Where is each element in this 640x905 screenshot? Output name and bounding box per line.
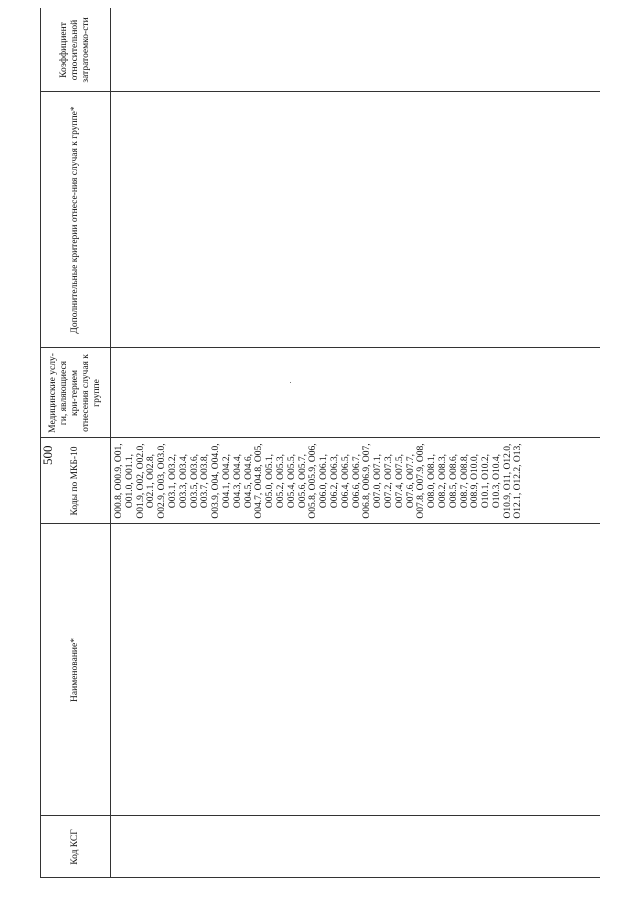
icd-code-line: O07.4, O07.5,: [394, 453, 405, 509]
icd-code-line: O07.2, O07.3,: [383, 453, 394, 509]
icd-code-line: O03.5, O03.6,: [189, 453, 200, 509]
header-code: Код КСГ: [69, 829, 80, 865]
icd-code-line: O07.0, O07.1,: [373, 453, 384, 509]
header-name: Наименование*: [69, 638, 80, 702]
icd-code-line: O01.0, O01.1,: [124, 453, 135, 509]
icd-code-line: O05.4, O05.5,: [286, 453, 297, 509]
icd-code-line: O08.9, O10.0,: [470, 453, 481, 509]
col-border-5: [40, 347, 600, 348]
icd-code-line: O04.7, O04.8, O05,: [254, 443, 265, 519]
icd-code-line: O07.6, O07.7,: [405, 453, 416, 509]
icd-code-line: O04.3, O04.4,: [232, 453, 243, 509]
icd-code-line: O00.8, O00.9, O01,: [114, 443, 124, 519]
icd-code-line: O10.1, O10.2,: [481, 453, 492, 509]
icd-code-line: O06.6, O06.7,: [351, 453, 362, 509]
col-border-2: [40, 815, 600, 816]
icd-code-line: O01.9, O02, O02.0,: [135, 443, 146, 519]
icd-code-line: O12.1, O12.2, O13,: [513, 443, 524, 519]
icd-code-line: O05.6, O05.7,: [297, 453, 308, 509]
icd-code-line: O08.2, O08.3,: [437, 453, 448, 509]
icd-code-line: O04.1, O04.2,: [221, 453, 232, 509]
icd-code-line: O04.5, O04.6,: [243, 453, 254, 509]
icd-code-line: O05.2, O05.3,: [275, 453, 286, 509]
icd-code-line: O06.2, O06.3,: [329, 453, 340, 509]
icd-code-line: O06.0, O06.1,: [319, 453, 330, 509]
icd-code-line: O10.9, O11, O12.0,: [502, 443, 513, 519]
header-bottom-border: [110, 8, 111, 878]
icd-code-line: O03.1, O03.2,: [167, 453, 178, 509]
icd-code-line: O02.9, O03, O03.0,: [157, 443, 168, 519]
icd-code-line: O05.8, O05.9, O06,: [308, 443, 319, 519]
page-number: 500: [40, 445, 55, 465]
icd-codes-cell: [114, 438, 524, 524]
scan-speck: [290, 382, 291, 383]
header-coefficient: Коэффициент относительной затратоемко-сти: [58, 17, 91, 83]
icd-code-line: O08.5, O08.6,: [448, 453, 459, 509]
col-border-1: [40, 877, 600, 878]
icd-code-line: O06.8, O06.9, O07,: [362, 443, 373, 519]
icd-code-line: O08.7, O08.8,: [459, 453, 470, 509]
icd-code-line: O03.3, O03.4,: [178, 453, 189, 509]
col-border-6: [40, 91, 600, 92]
icd-code-line: O03.9, O04, O04.0,: [211, 443, 222, 519]
icd-code-line: O07.8, O07.9, O08,: [416, 443, 427, 519]
icd-code-line: O02.1, O02.8,: [146, 453, 157, 509]
icd-code-line: O05.0, O05.1,: [265, 453, 276, 509]
header-services: Медицинские услу-ги, являющиеся кри-терием отнесения случая к группе: [47, 353, 102, 433]
header-icd-codes: Коды по МКБ-10: [69, 446, 80, 516]
header-criteria: Дополнительные критерии отнесе-ния случая к группе*: [69, 106, 80, 334]
icd-code-line: O06.4, O06.5,: [340, 453, 351, 509]
icd-code-line: O03.7, O03.8,: [200, 453, 211, 509]
icd-code-line: O10.3, O10.4,: [491, 453, 502, 509]
rotated-table-page: [40, 8, 600, 878]
icd-code-line: O08.0, O08.1,: [427, 453, 438, 509]
